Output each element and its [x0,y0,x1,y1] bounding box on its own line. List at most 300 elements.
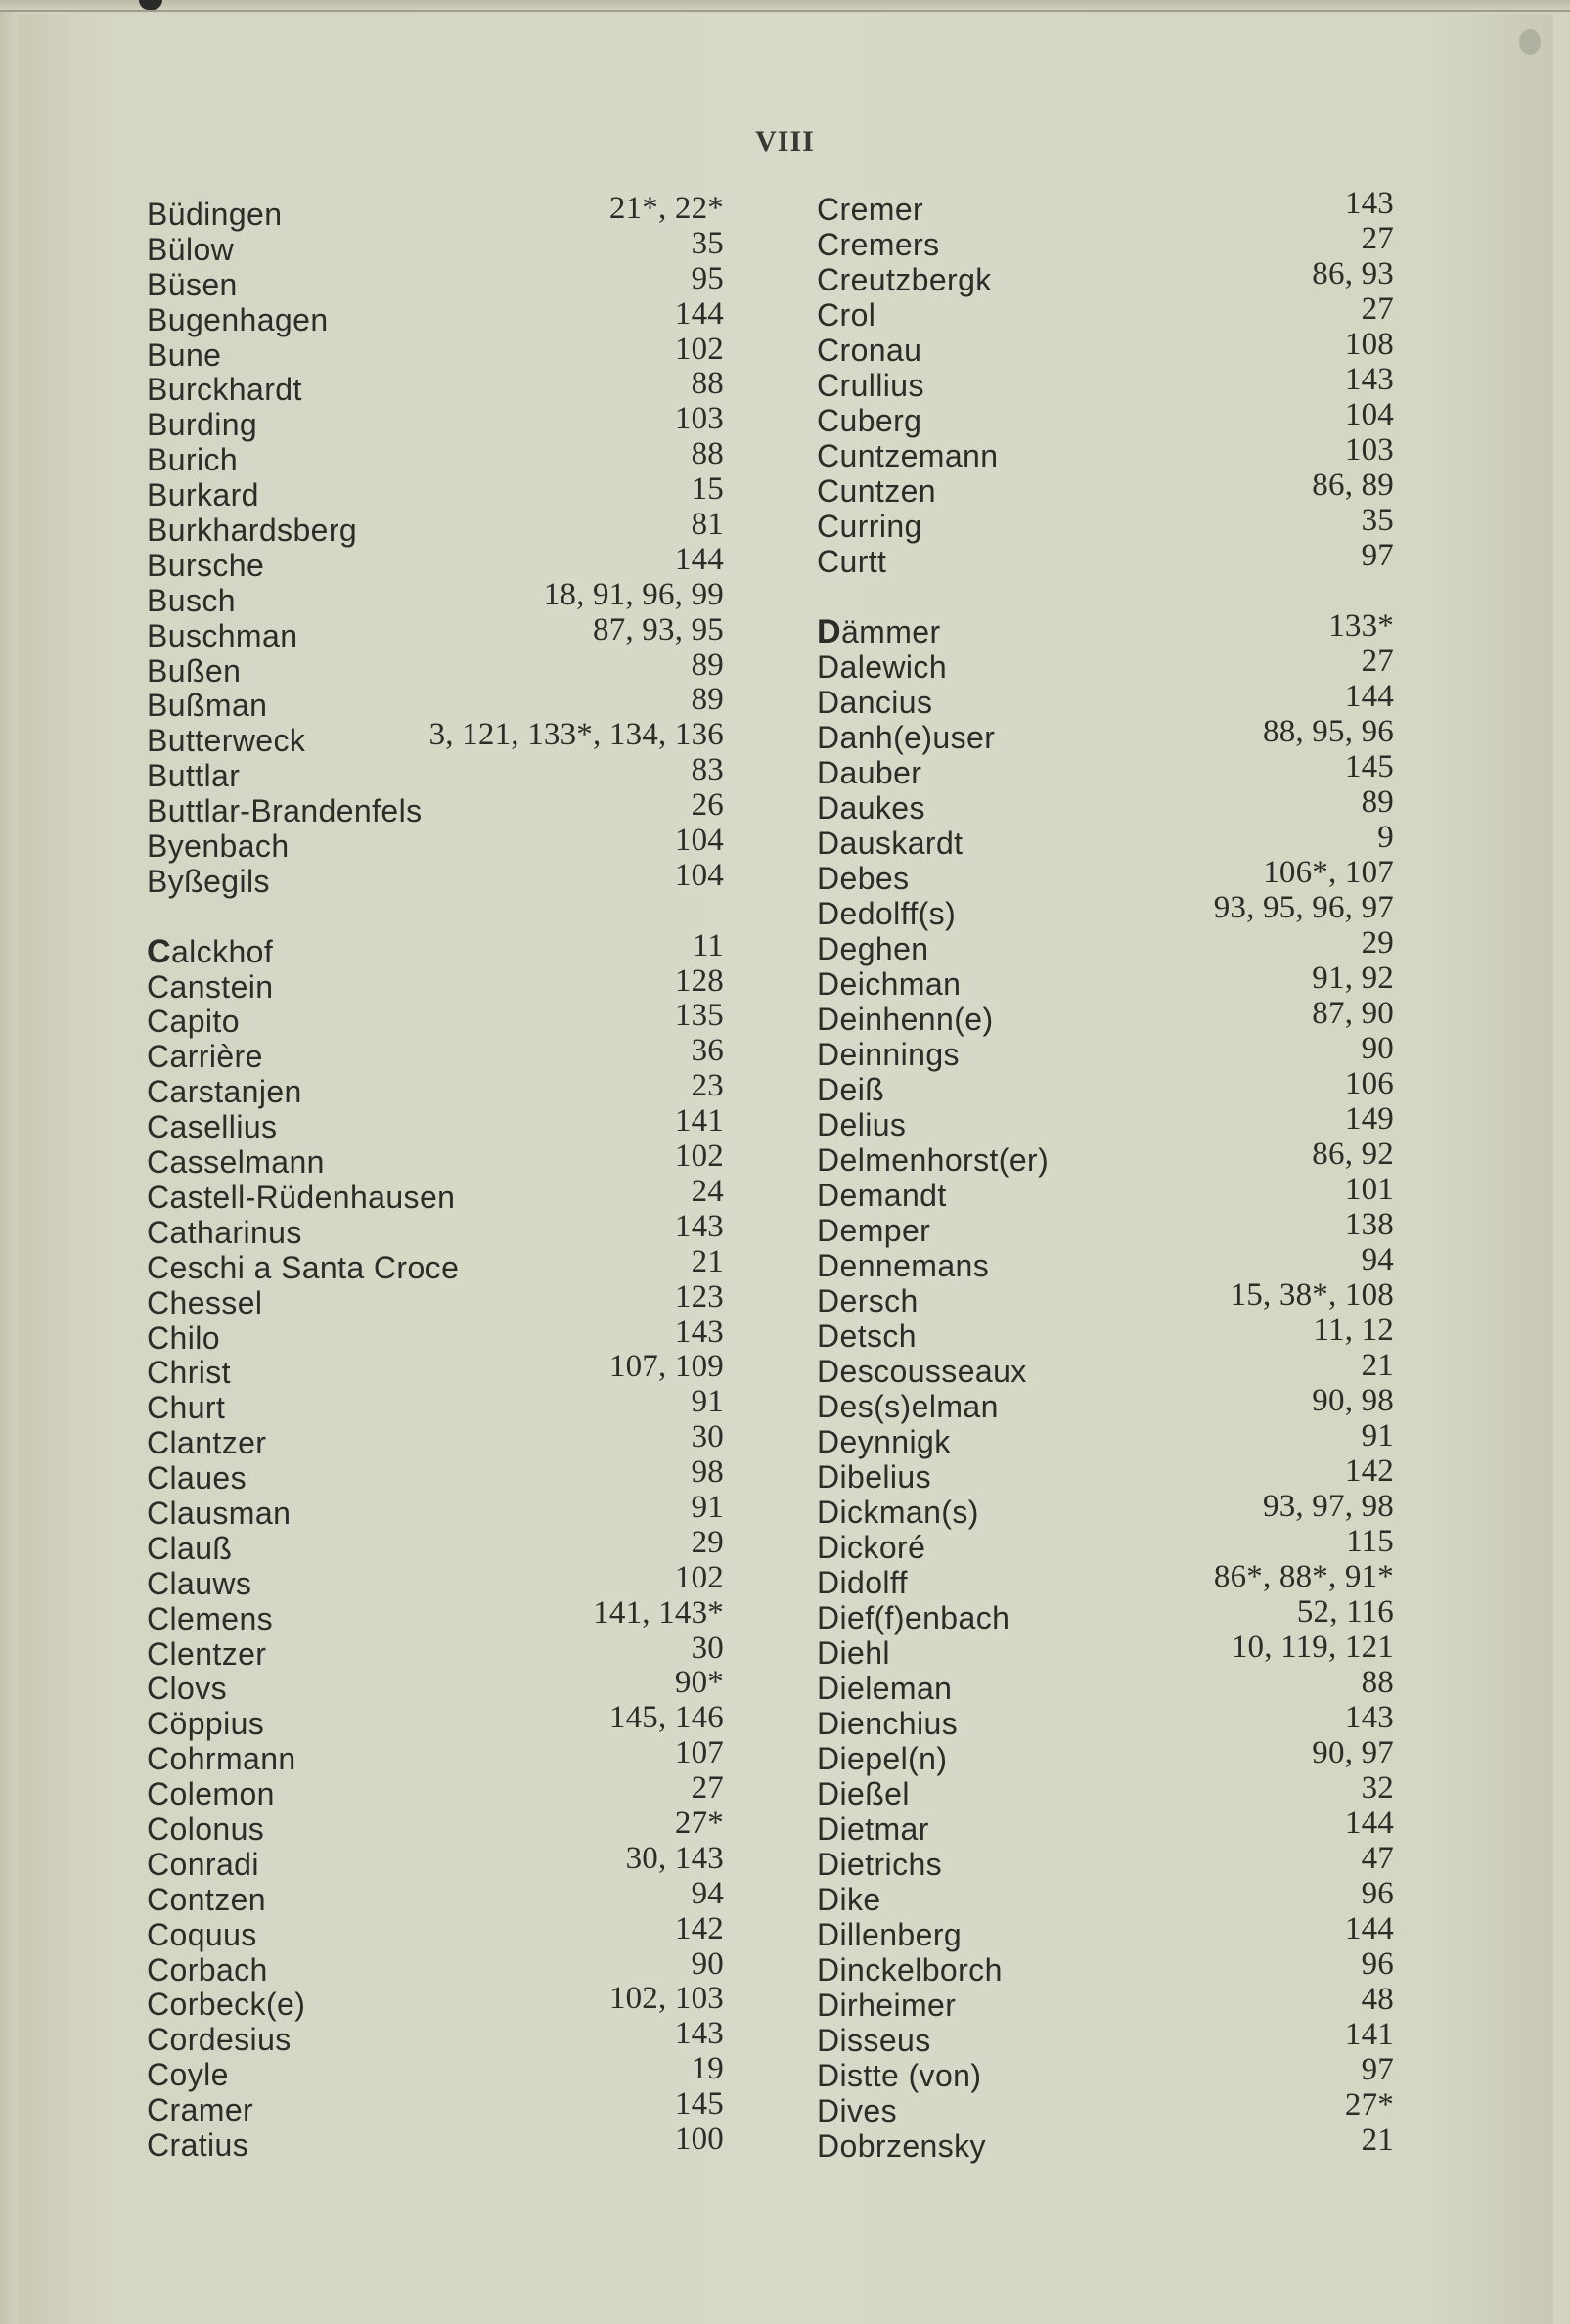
entry-name: Christ [147,1355,231,1391]
entry-page-refs: 102 [674,1139,724,1175]
index-entry [147,1068,724,1110]
entry-page-refs: 89 [691,682,724,718]
entry-name: Dirheimer [817,1987,957,2023]
entry-page-refs: 89 [1361,783,1394,820]
entry-name: Burckhardt [147,372,302,408]
entry-page-refs: 95 [691,260,724,296]
entry-page-refs: 145, 146 [608,1700,724,1736]
section-initial-letter: D [817,612,841,650]
index-entry [817,1945,1394,1988]
entry-page-refs: 23 [691,1068,724,1104]
entry-page-refs: 104 [1344,397,1394,432]
entry-page-refs: 93, 97, 98 [1263,1488,1394,1524]
entry-page-refs: 104 [674,857,724,893]
index-entry [147,1103,724,1145]
index-entry [817,995,1394,1037]
entry-name: Busch [147,582,236,618]
entry-name [817,614,941,649]
entry-page-refs: 102 [674,331,724,367]
entry-name: Dienchius [817,1705,959,1741]
entry-page-refs: 29 [691,1524,724,1560]
entry-name: Dinckelborch [817,1951,1003,1988]
entry-page-refs: 143 [1344,362,1394,397]
index-entry [817,1769,1394,1811]
index-entry [817,362,1394,403]
letter-section-gap [817,579,1394,614]
entry-page-refs: 108 [1344,327,1394,362]
entry-name: Claues [147,1460,247,1497]
entry-name: Deinnings [817,1036,960,1072]
entry-page-refs: 35 [691,225,724,261]
index-entry [817,643,1394,685]
index-entry [147,1524,724,1567]
index-entry [147,717,724,759]
index-entry [147,1384,724,1426]
entry-name: Byenbach [147,828,290,865]
entry-name: Cohrmann [147,1741,296,1777]
entry-page-refs: 48 [1361,1981,1394,2017]
index-entry [147,1208,724,1251]
entry-name: Dancius [817,684,933,720]
entry-name: Deichman [817,965,962,1002]
entry-name: Colemon [147,1776,275,1812]
entry-page-refs: 27* [1344,2086,1394,2123]
entry-page-refs: 27 [691,1770,724,1807]
entry-name: Butterweck [147,723,306,759]
entry-page-refs: 15, 38*, 108 [1230,1276,1394,1313]
entry-name: Clemens [147,1600,274,1636]
entry-page-refs: 90, 98 [1312,1382,1394,1418]
entry-page-refs: 86*, 88*, 91* [1213,1558,1394,1594]
entry-name: Cordesius [147,2022,292,2058]
entry-page-refs: 103 [674,401,724,437]
entry-page-refs: 21*, 22* [608,191,724,226]
index-entry [147,998,724,1040]
entry-name: Colonus [147,1810,265,1847]
index-entry [817,1629,1394,1671]
entry-name: Buttlar-Brandenfels [147,793,423,829]
entry-page-refs: 88 [1361,1664,1394,1700]
index-entry [817,221,1394,262]
index-entry [817,960,1394,1002]
entry-page-refs: 144 [674,541,724,577]
entry-page-refs: 86, 89 [1312,468,1394,503]
entry-page-refs: 123 [674,1278,724,1315]
index-entry [817,186,1394,227]
entry-name: Diepel(n) [817,1740,948,1776]
entry-page-refs: 145 [674,2086,724,2123]
index-entry [817,1100,1394,1142]
index-entry [817,1875,1394,1917]
index-entry [147,507,724,549]
entry-name: Daukes [817,789,925,826]
entry-name: Didolff [817,1564,908,1600]
entry-page-refs: 87, 90 [1312,995,1394,1031]
entry-name: Des(s)elman [817,1388,999,1424]
entry-page-refs: 143 [674,2016,724,2052]
index-entry [147,823,724,865]
index-entry [147,611,724,654]
entry-page-refs: 141 [674,1103,724,1140]
entry-name: Bußman [147,688,268,724]
entry-page-refs: 102, 103 [608,1981,724,2017]
entry-page-refs: 96 [1361,1875,1394,1911]
entry-page-refs: 36 [691,1033,724,1069]
entry-name: Descousseaux [817,1353,1027,1389]
index-entry [147,191,724,233]
entry-name: Demandt [817,1177,947,1213]
entry-name: Coquus [147,1916,257,1952]
index-entry [817,783,1394,826]
index-entry [817,2122,1394,2164]
index-entry [817,291,1394,333]
entry-name: Casellius [147,1109,278,1145]
entry-name-rest: alckhof [170,933,274,969]
entry-page-refs: 90 [1361,1030,1394,1066]
page-number: VIII [755,125,815,157]
index-entry [147,331,724,374]
index-entry [147,1243,724,1286]
entry-page-refs: 88, 95, 96 [1263,713,1394,749]
index-entry [817,1206,1394,1248]
entry-name: Casselmann [147,1144,325,1181]
index-entry [147,1489,724,1532]
entry-page-refs: 143 [674,1314,724,1350]
letter-section-gap [147,900,724,935]
entry-page-refs: 100 [674,2121,724,2157]
entry-name: Clovs [147,1671,228,1707]
entry-name: Corbeck(e) [147,1987,306,2023]
index-entry [147,1700,724,1742]
entry-name: Bußen [147,652,242,689]
entry-name: Dietrichs [817,1846,943,1882]
entry-name: Büsen [147,266,238,302]
entry-name: Delmenhorst(er) [817,1141,1050,1178]
entry-name: Curtt [817,544,887,579]
entry-page-refs: 133* [1328,607,1394,644]
entry-name: Crullius [817,368,924,403]
index-entry [817,1065,1394,1107]
index-entry [817,1312,1394,1354]
entry-page-refs: 143 [674,1208,724,1244]
entry-page-refs: 91 [691,1489,724,1525]
entry-name: Burding [147,407,258,443]
section-initial-letter: C [147,932,171,970]
entry-page-refs: 135 [674,998,724,1034]
index-entry [817,1382,1394,1424]
entry-page-refs: 18, 91, 96, 99 [543,576,724,612]
entry-name: Diehl [817,1634,890,1671]
entry-page-refs: 52, 116 [1296,1593,1394,1630]
entry-page-refs: 86, 92 [1312,1136,1394,1172]
entry-name: Castell-Rüdenhausen [147,1179,456,1215]
entry-page-refs: 106*, 107 [1263,854,1394,890]
entry-page-refs: 91, 92 [1312,960,1394,996]
entry-page-refs: 88 [691,436,724,472]
entry-name: Clauß [147,1530,233,1566]
index-entry [817,1981,1394,2023]
entry-page-refs: 144 [1344,678,1394,714]
entry-name: Debes [817,860,910,896]
index-entry [147,1278,724,1321]
entry-name: Burkard [147,477,259,514]
entry-page-refs: 32 [1361,1769,1394,1806]
entry-page-refs: 29 [1361,924,1394,961]
entry-name: Chilo [147,1319,220,1356]
index-entry [817,1488,1394,1530]
entry-page-refs: 142 [674,1910,724,1946]
entry-name: Clausman [147,1495,292,1531]
entry-page-refs: 35 [1361,503,1394,538]
entry-page-refs: 94 [1361,1241,1394,1277]
entry-name: Dauskardt [817,825,964,861]
index-entry [817,1276,1394,1318]
entry-page-refs: 149 [1344,1100,1394,1137]
entry-name: Deghen [817,930,929,966]
index-entry [817,713,1394,755]
entry-page-refs: 26 [691,787,724,824]
entry-name: Corbach [147,1951,268,1988]
entry-page-refs: 21 [691,1243,724,1279]
index-column-right [817,186,1394,2164]
entry-name: Crol [817,297,876,333]
entry-name: Carrière [147,1039,263,1075]
entry-page-refs: 83 [691,752,724,788]
entry-name: Buttlar [147,758,241,794]
entry-name: Bülow [147,231,235,267]
entry-name: Clantzer [147,1425,267,1461]
index-entry [147,1981,724,2023]
entry-page-refs: 87, 93, 95 [593,611,724,648]
page-gutter [0,12,18,2324]
entry-name: Dieleman [817,1670,953,1706]
entry-name: Dives [817,2092,898,2128]
index-entry [817,538,1394,579]
index-entry [817,1171,1394,1213]
entry-page-refs: 27 [1361,643,1394,679]
entry-name: Büdingen [147,197,283,232]
index-entry [817,1699,1394,1741]
entry-page-refs: 21 [1361,1347,1394,1383]
entry-name: Dersch [817,1282,919,1318]
index-entry [817,2016,1394,2058]
entry-name: Cratius [147,2126,249,2163]
entry-name: Dietmar [817,1810,929,1847]
index-entry [817,1136,1394,1178]
entry-page-refs: 97 [1361,538,1394,573]
entry-name: Cramer [147,2092,254,2128]
index-entry [147,857,724,900]
entry-name: Bugenhagen [147,301,329,337]
entry-name: Catharinus [147,1214,302,1250]
entry-page-refs: 11 [692,927,724,963]
entry-page-refs: 93, 95, 96, 97 [1213,889,1394,925]
index-entry [147,1735,724,1777]
entry-page-refs: 15 [691,471,724,508]
index-entry [147,2051,724,2093]
index-entry [147,647,724,690]
entry-name: Dickman(s) [817,1494,979,1530]
entry-name: Dibelius [817,1458,932,1495]
index-entry [147,1033,724,1075]
entry-name: Burich [147,442,239,478]
index-entry [147,2121,724,2164]
entry-name: Bune [147,336,222,373]
entry-name: Coyle [147,2057,229,2093]
entry-name: Delius [817,1106,907,1142]
index-entry [147,1139,724,1181]
index-entry [147,1173,724,1216]
entry-page-refs: 138 [1344,1206,1394,1242]
entry-name: Deynnigk [817,1423,951,1459]
index-entry [817,1417,1394,1459]
entry-page-refs: 143 [1344,186,1394,221]
entry-page-refs: 11, 12 [1313,1312,1394,1348]
entry-name: Contzen [147,1881,266,1917]
index-entry [817,2086,1394,2128]
entry-page-refs: 104 [674,823,724,859]
entry-page-refs: 30 [691,1630,724,1666]
entry-name: Churt [147,1390,226,1426]
index-entry [817,2051,1394,2093]
entry-page-refs: 101 [1344,1171,1394,1207]
entry-name: Byßegils [147,863,270,899]
entry-name: Deiß [817,1071,885,1107]
entry-name: Capito [147,1004,240,1040]
entry-name: Curring [817,509,922,544]
entry-page-refs: 103 [1344,432,1394,468]
index-column-left [147,191,724,2164]
entry-page-refs: 106 [1344,1065,1394,1101]
index-entry [817,327,1394,368]
entry-name: Dief(f)enbach [817,1599,1010,1635]
index-entry [147,787,724,829]
index-entry [147,471,724,514]
entry-name-rest: ämmer [840,613,941,649]
index-entry [147,1349,724,1391]
entry-page-refs: 24 [691,1173,724,1209]
index-entry [817,1030,1394,1072]
index-entry [147,1454,724,1497]
index-entry [147,2086,724,2128]
entry-page-refs: 107 [674,1735,724,1771]
entry-name: Dalewich [817,648,948,685]
index-entry [817,1347,1394,1389]
index-entry [817,1840,1394,1882]
entry-name: Carstanjen [147,1074,302,1110]
index-entry [817,1664,1394,1706]
entry-page-refs: 81 [691,507,724,543]
index-entry [817,1910,1394,1952]
index-entry [147,962,724,1006]
index-entry [817,256,1394,297]
entry-page-refs: 27* [674,1805,724,1841]
entry-page-refs: 30 [691,1419,724,1455]
index-entry [147,260,724,303]
entry-page-refs: 143 [1344,1699,1394,1735]
entry-name: Chessel [147,1284,263,1320]
entry-name: Dike [817,1881,881,1917]
entry-page-refs: 107, 109 [608,1349,724,1385]
entry-name: Ceschi a Santa Croce [147,1249,460,1285]
entry-page-refs: 144 [674,295,724,332]
index-entry [817,889,1394,931]
index-entry [147,2016,724,2058]
index-entry [147,1594,724,1637]
entry-page-refs: 27 [1361,291,1394,327]
entry-name: Dillenberg [817,1916,963,1952]
entry-page-refs: 141, 143* [593,1594,724,1631]
paper-stain [1519,29,1541,55]
index-entry [817,924,1394,966]
entry-name: Dedolff(s) [817,895,957,931]
index-entry [817,748,1394,790]
entry-page-refs: 98 [691,1454,724,1491]
entry-page-refs: 86, 93 [1312,256,1394,291]
entry-page-refs: 145 [1344,748,1394,784]
entry-page-refs: 9 [1377,819,1394,855]
entry-page-refs: 27 [1361,221,1394,256]
index-entry [817,503,1394,544]
index-entry [147,927,724,970]
entry-page-refs: 10, 119, 121 [1231,1629,1394,1665]
entry-page-refs: 21 [1361,2122,1394,2158]
entry-page-refs: 88 [691,366,724,402]
entry-name: Distte (von) [817,2057,982,2093]
index-entry [147,401,724,443]
entry-page-refs: 90, 97 [1312,1734,1394,1770]
index-entry [147,1770,724,1812]
entry-name: Cremers [817,227,940,262]
entry-name: Conradi [147,1846,259,1882]
entry-page-refs: 144 [1344,1805,1394,1841]
entry-page-refs: 102 [674,1559,724,1595]
entry-name: Dobrzensky [817,2127,986,2164]
index-entry [817,1805,1394,1847]
index-entry [817,397,1394,438]
entry-page-refs: 19 [691,2051,724,2087]
index-entry [147,295,724,338]
entry-page-refs: 115 [1346,1523,1394,1559]
index-entry [817,432,1394,473]
entry-name: Detsch [817,1318,917,1354]
entry-name: Bursche [147,547,265,583]
entry-page-refs: 96 [1361,1945,1394,1982]
entry-page-refs: 144 [1344,1910,1394,1946]
entry-name: Cronau [817,333,922,368]
entry-page-refs: 128 [674,962,724,999]
entry-page-refs: 30, 143 [625,1840,724,1876]
index-entry [147,752,724,794]
entry-page-refs: 90* [674,1665,724,1701]
index-entry [817,607,1394,650]
entry-page-refs: 89 [691,647,724,683]
entry-name: Dießel [817,1775,910,1811]
entry-page-refs: 141 [1344,2016,1394,2052]
entry-name: Clentzer [147,1635,267,1672]
entry-name: Dennemans [817,1247,990,1283]
entry-name: Cuntzemann [817,438,999,473]
index-entry [147,225,724,268]
entry-name: Creutzbergk [817,262,992,297]
entry-name: Cuntzen [817,473,936,509]
entry-name: Cöppius [147,1706,265,1742]
index-entry [147,366,724,408]
entry-name: Burkhardsberg [147,513,358,549]
entry-page-refs: 94 [691,1875,724,1911]
index-entry [147,1840,724,1883]
entry-name: Cremer [817,192,924,227]
